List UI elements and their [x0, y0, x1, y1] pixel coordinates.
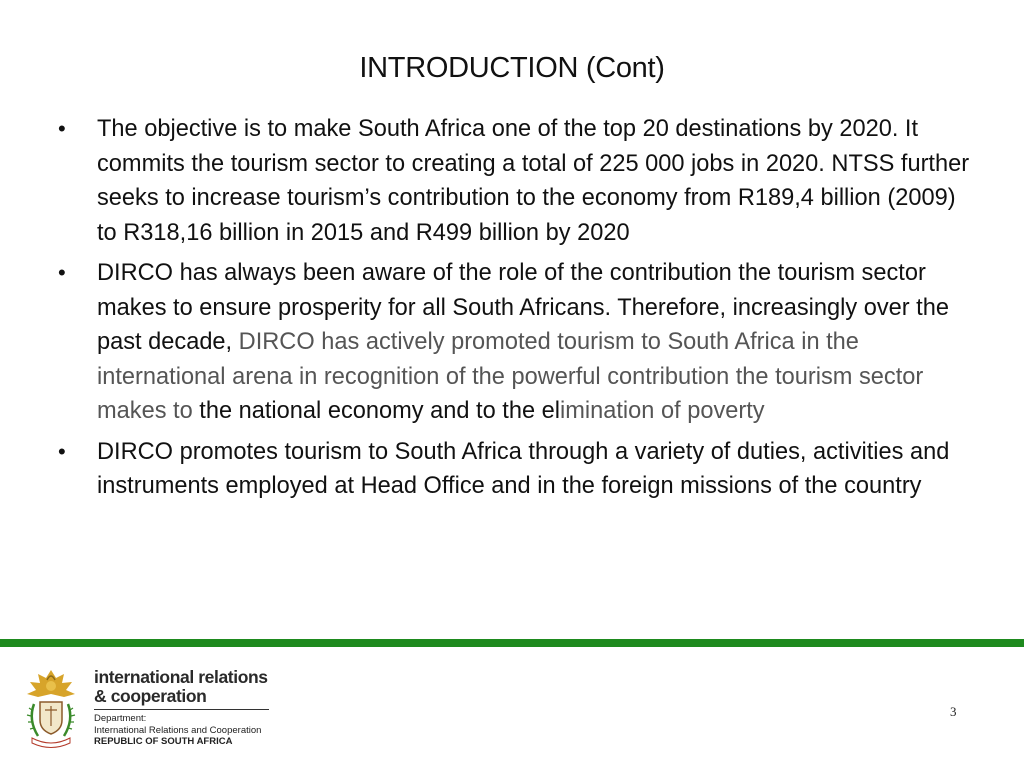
bullet-text: DIRCO has actively promoted tourism to South Africa in the international arena in recognition of the powerful contribution the tourism sector makes to — [97, 329, 924, 424]
slide-title: INTRODUCTION (Cont) — [359, 52, 665, 84]
bullet-text: the national economy and to the el — [199, 398, 560, 424]
bullet-text: DIRCO promotes tourism to South Africa through a variety of duties, activities and instruments employed at Head Office and in the foreign missions of the country — [97, 438, 950, 499]
footer-divider — [0, 639, 1024, 647]
department-name-line2: & cooperation — [94, 686, 207, 706]
bullet-item — [54, 112, 974, 250]
bullet-item — [54, 435, 974, 504]
bullet-marker: • — [58, 438, 66, 464]
bullet-text: DIRCO has always been aware of the role of the contribution the tourism sector makes to ensure prosperity for all South Africans. Therefore, increasingly over the past decade, — [97, 260, 949, 355]
department-details — [94, 713, 261, 748]
department-label: Department: — [94, 713, 147, 724]
country-name: REPUBLIC OF SOUTH AFRICA — [94, 736, 233, 747]
department-name-line1: international relations — [94, 667, 268, 687]
bullet-text: imination of poverty — [560, 398, 765, 424]
page-number: 3 — [950, 704, 957, 719]
bullet-list — [54, 112, 974, 510]
department-logo — [20, 664, 280, 754]
bullet-text: The objective is to make South Africa one of the top 20 destinations by 2020. It commits the tourism sector to creating a total of 225 000 jobs in 2020. NTSS further seeks to increase tourism’s contribution to the economy from R189,4 billion (2009) to R318,16 billion in 2015 and R499 billion by 2020 — [97, 116, 970, 246]
bullet-marker: • — [58, 260, 66, 285]
bullet-marker: • — [58, 116, 66, 141]
department-full-name: International Relations and Cooperation — [94, 724, 262, 736]
bullet-item — [54, 256, 974, 429]
department-name — [94, 668, 268, 706]
department-divider — [94, 709, 269, 710]
coat-of-arms-icon — [20, 664, 82, 752]
